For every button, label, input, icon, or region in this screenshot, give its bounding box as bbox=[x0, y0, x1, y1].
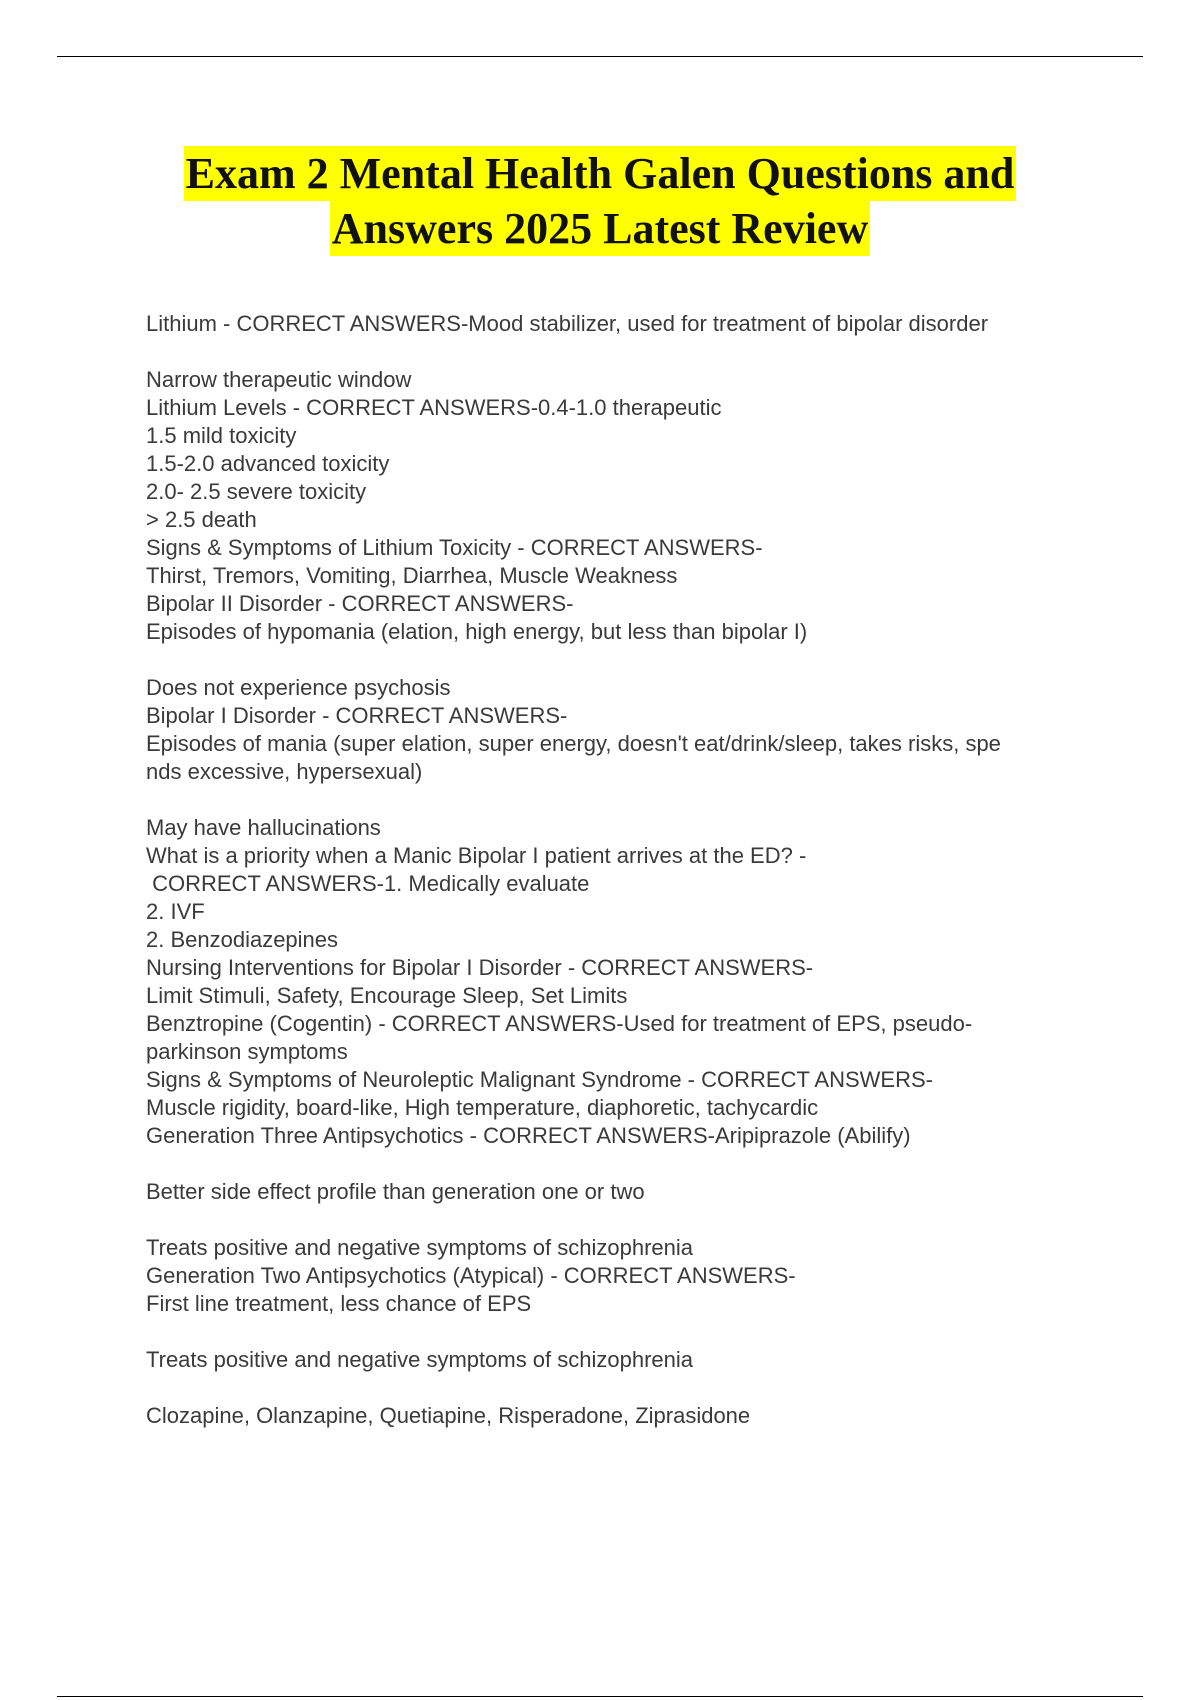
document-body bbox=[146, 310, 1096, 1430]
body-line: Does not experience psychosis bbox=[146, 675, 451, 700]
body-line: Better side effect profile than generation one or two bbox=[146, 1179, 645, 1204]
body-line: Muscle rigidity, board-like, High temperature, diaphoretic, tachycardic bbox=[146, 1095, 819, 1120]
bottom-rule bbox=[57, 1696, 1143, 1697]
blank-line bbox=[146, 646, 1096, 674]
body-line: First line treatment, less chance of EPS bbox=[146, 1291, 532, 1316]
document-title bbox=[0, 146, 1200, 256]
body-line: Bipolar I Disorder - CORRECT ANSWERS- bbox=[146, 703, 568, 728]
body-line: Lithium - CORRECT ANSWERS-Mood stabilizer, used for treatment of bipolar disorder bbox=[146, 311, 989, 336]
body-line: Treats positive and negative symptoms of schizophrenia bbox=[146, 1347, 694, 1372]
body-line: Signs & Symptoms of Neuroleptic Malignant Syndrome - CORRECT ANSWERS- bbox=[146, 1067, 933, 1092]
body-line: nds excessive, hypersexual) bbox=[146, 759, 423, 784]
body-line: What is a priority when a Manic Bipolar I patient arrives at the ED? - bbox=[146, 843, 807, 868]
body-line: Episodes of hypomania (elation, high energy, but less than bipolar I) bbox=[146, 619, 808, 644]
blank-line bbox=[146, 1318, 1096, 1346]
title-line-2: Answers 2025 Latest Review bbox=[330, 201, 870, 256]
body-line: parkinson symptoms bbox=[146, 1039, 348, 1064]
body-line: 2. Benzodiazepines bbox=[146, 927, 339, 952]
body-line: 1.5 mild toxicity bbox=[146, 423, 297, 448]
blank-line bbox=[146, 338, 1096, 366]
body-line: Clozapine, Olanzapine, Quetiapine, Risperadone, Ziprasidone bbox=[146, 1403, 751, 1428]
body-line: Narrow therapeutic window bbox=[146, 367, 412, 392]
body-line: Episodes of mania (super elation, super energy, doesn't eat/drink/sleep, takes risks, spe bbox=[146, 731, 1001, 756]
body-line: > 2.5 death bbox=[146, 507, 257, 532]
title-line-1: Exam 2 Mental Health Galen Questions and bbox=[184, 146, 1017, 201]
body-line: Signs & Symptoms of Lithium Toxicity - CORRECT ANSWERS- bbox=[146, 535, 763, 560]
blank-line bbox=[146, 1150, 1096, 1178]
body-line: May have hallucinations bbox=[146, 815, 381, 840]
body-line: Benztropine (Cogentin) - CORRECT ANSWERS-Used for treatment of EPS, pseudo- bbox=[146, 1011, 973, 1036]
body-line: Generation Three Antipsychotics - CORRECT ANSWERS-Aripiprazole (Abilify) bbox=[146, 1123, 911, 1148]
top-rule bbox=[57, 56, 1143, 57]
body-line: 2.0- 2.5 severe toxicity bbox=[146, 479, 367, 504]
body-line: Treats positive and negative symptoms of schizophrenia bbox=[146, 1235, 694, 1260]
blank-line bbox=[146, 1206, 1096, 1234]
body-line: Lithium Levels - CORRECT ANSWERS-0.4-1.0 therapeutic bbox=[146, 395, 722, 420]
blank-line bbox=[146, 1374, 1096, 1402]
body-line: Limit Stimuli, Safety, Encourage Sleep, Set Limits bbox=[146, 983, 628, 1008]
body-line: Nursing Interventions for Bipolar I Disorder - CORRECT ANSWERS- bbox=[146, 955, 814, 980]
body-line: CORRECT ANSWERS-1. Medically evaluate bbox=[146, 871, 590, 896]
body-line: 2. IVF bbox=[146, 899, 205, 924]
body-line: Thirst, Tremors, Vomiting, Diarrhea, Muscle Weakness bbox=[146, 563, 678, 588]
body-line: Bipolar II Disorder - CORRECT ANSWERS- bbox=[146, 591, 574, 616]
body-line: 1.5-2.0 advanced toxicity bbox=[146, 451, 390, 476]
body-line: Generation Two Antipsychotics (Atypical) - CORRECT ANSWERS- bbox=[146, 1263, 796, 1288]
blank-line bbox=[146, 786, 1096, 814]
